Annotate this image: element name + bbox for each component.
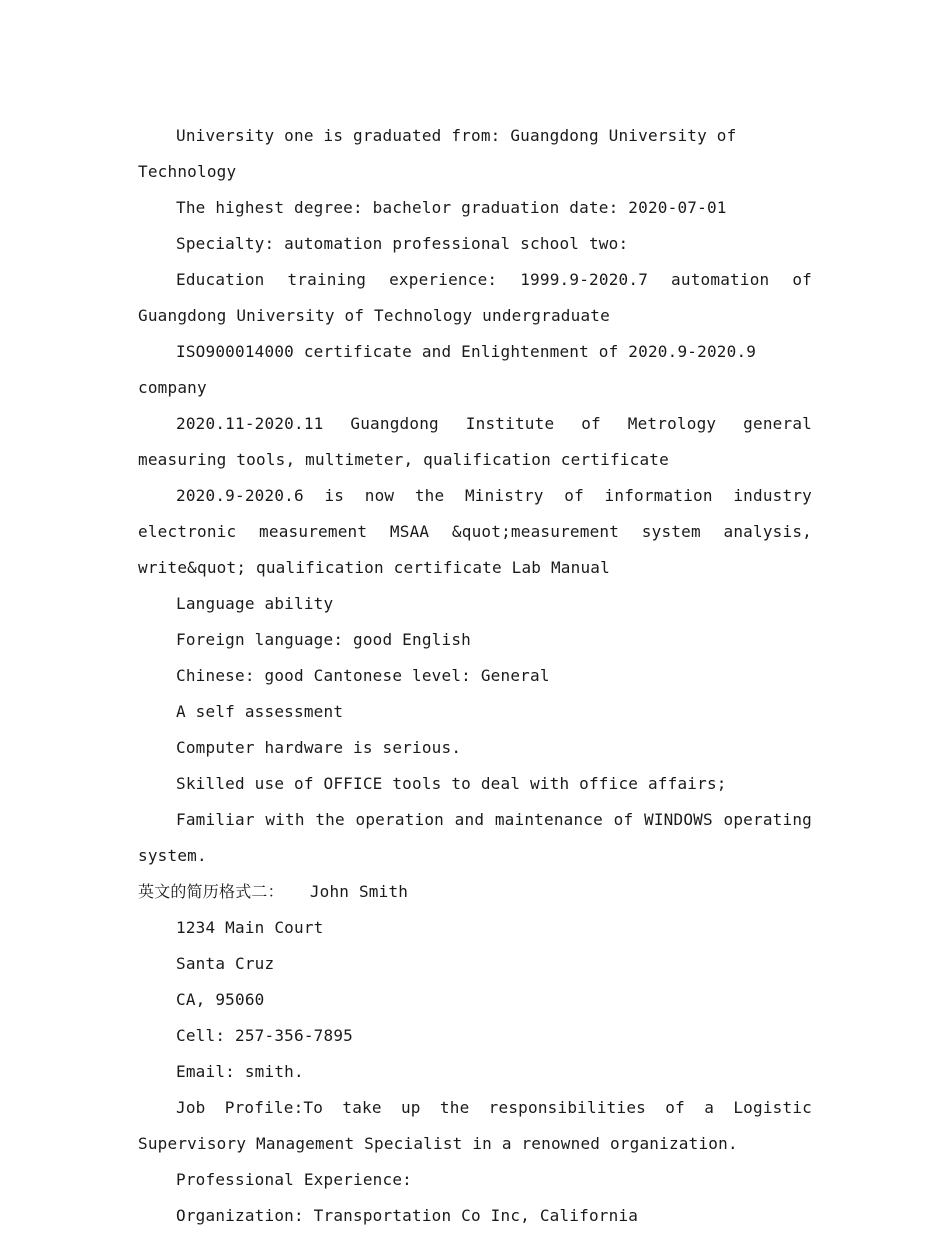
candidate-name: John Smith — [309, 882, 409, 901]
hardware-line: Computer hardware is serious. — [176, 738, 462, 757]
office-tools-line: Skilled use of OFFICE tools to deal with office affairs; — [176, 774, 727, 793]
specialty-line: Specialty: automation professional school two: — [176, 234, 629, 253]
email: Email: smith. — [176, 1062, 304, 1081]
organization-line: Organization: Transportation Co Inc, California — [176, 1206, 639, 1225]
chinese-line: Chinese: good Cantonese level: General — [176, 666, 550, 685]
degree-line: The highest degree: bachelor graduation date: 2020-07-01 — [176, 198, 727, 217]
iso-certificate-line: ISO900014000 certificate and Enlightenment of 2020.9-2020.9 company — [138, 342, 757, 397]
resume-document — [138, 118, 812, 1234]
education-line: Education training experience: 1999.9-2020.7 automation of Guangdong University of Technology undergraduate — [138, 270, 812, 325]
university-line: University one is graduated from: Guangdong University of Technology — [138, 126, 737, 181]
address-city: Santa Cruz — [176, 954, 275, 973]
msaa-line: 2020.9-2020.6 is now the Ministry of information industry electronic measurement MSAA &quot;measurement system analysis, write&quot; qualification certificate Lab Manual — [138, 486, 812, 577]
cell-phone: Cell: 257-356-7895 — [176, 1026, 353, 1045]
job-profile: Job Profile:To take up the responsibilities of a Logistic Supervisory Management Specialist in a renowned organization. — [138, 1098, 812, 1153]
format-heading-label: 英文的简历格式二： — [138, 882, 284, 901]
windows-line: Familiar with the operation and maintenance of WINDOWS operating system. — [138, 810, 812, 865]
address-street: 1234 Main Court — [176, 918, 324, 937]
self-assessment-heading: A self assessment — [176, 702, 344, 721]
foreign-language-line: Foreign language: good English — [176, 630, 471, 649]
language-ability-heading: Language ability — [176, 594, 334, 613]
resume-format-heading — [138, 874, 812, 910]
address-state-zip: CA, 95060 — [176, 990, 265, 1009]
metrology-line: 2020.11-2020.11 Guangdong Institute of Metrology general measuring tools, multimeter, qualification certificate — [138, 414, 812, 469]
professional-experience-heading: Professional Experience: — [176, 1170, 412, 1189]
